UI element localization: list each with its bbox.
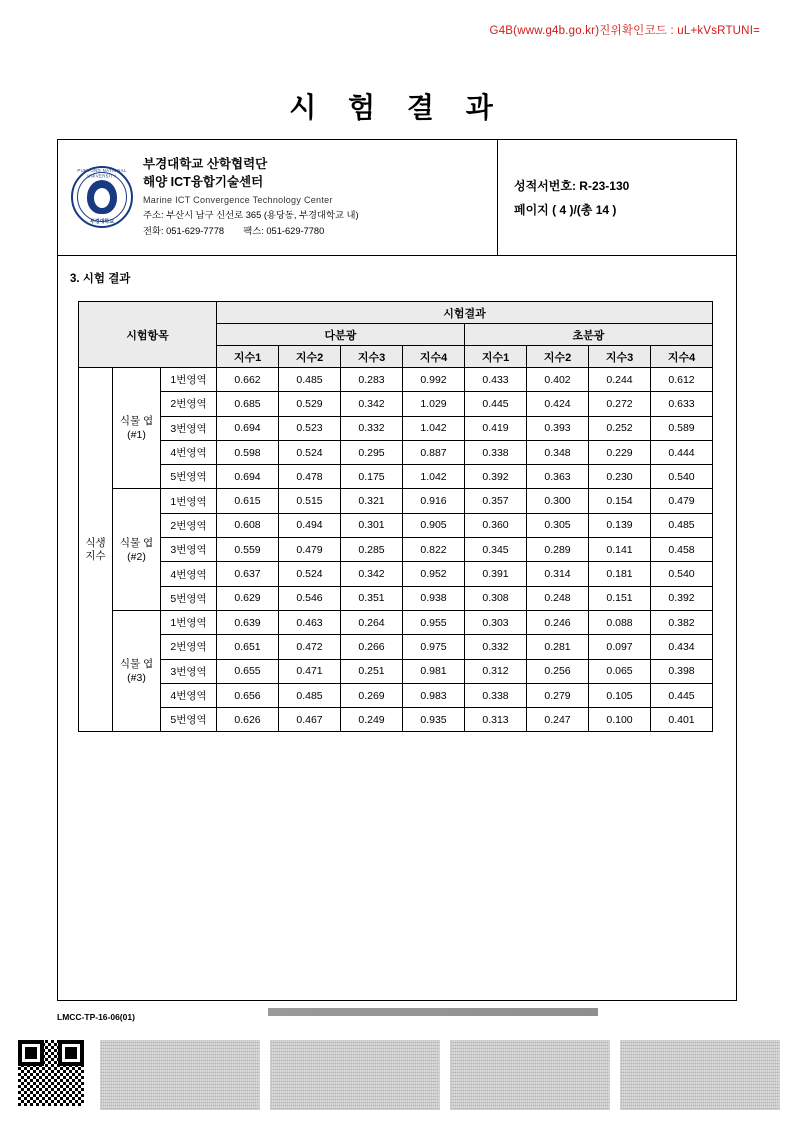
org-address: 주소: 부산시 남구 신선로 365 (용당동, 부경대학교 내) [143,210,359,221]
value-cell: 0.283 [341,368,403,392]
value-cell: 0.983 [403,683,465,707]
footer-pattern-4 [620,1040,780,1110]
value-cell: 0.981 [403,659,465,683]
value-cell: 0.546 [279,586,341,610]
value-cell: 0.154 [589,489,651,513]
qr-code [18,1040,84,1106]
footer-pattern-3 [450,1040,610,1110]
university-logo-icon [71,166,133,228]
value-cell: 0.392 [465,465,527,489]
value-cell: 0.485 [279,368,341,392]
table-row [79,465,713,489]
value-cell: 0.393 [527,416,589,440]
fax-label: 팩스: [243,225,264,236]
value-cell: 0.952 [403,562,465,586]
value-cell: 0.312 [465,659,527,683]
value-cell: 0.342 [341,562,403,586]
value-cell: 0.308 [465,586,527,610]
value-cell: 0.229 [589,440,651,464]
value-cell: 0.434 [651,635,713,659]
org-name-line1: 부경대학교 산학협력단 [143,157,268,172]
value-cell: 0.637 [217,562,279,586]
report-header [57,139,737,256]
value-cell: 0.345 [465,538,527,562]
value-cell: 0.589 [651,416,713,440]
plant-label: 식물 엽 (#2) [113,489,161,610]
footer-pattern-2 [270,1040,440,1110]
table-row [79,538,713,562]
value-cell: 0.523 [279,416,341,440]
table-row [79,489,713,513]
value-cell: 0.629 [217,586,279,610]
value-cell: 0.656 [217,683,279,707]
value-cell: 0.975 [403,635,465,659]
value-cell: 0.251 [341,659,403,683]
value-cell: 0.524 [279,440,341,464]
phone-value: 051-629-7778 [166,225,225,236]
form-code: LMCC-TP-16-06(01) [57,1012,135,1022]
value-cell: 0.247 [527,708,589,732]
value-cell: 0.272 [589,392,651,416]
header-item: 시험항목 [79,302,217,368]
region-label: 1번영역 [161,489,217,513]
header-index-3: 지수3 [341,346,403,368]
value-cell: 0.559 [217,538,279,562]
value-cell: 0.540 [651,562,713,586]
plant-label: 식물 엽 (#1) [113,368,161,489]
region-label: 1번영역 [161,610,217,634]
value-cell: 0.651 [217,635,279,659]
value-cell: 0.256 [527,659,589,683]
footer-gray-bar [268,1008,598,1016]
region-label: 4번영역 [161,683,217,707]
region-label: 3번영역 [161,538,217,562]
value-cell: 0.230 [589,465,651,489]
value-cell: 0.655 [217,659,279,683]
value-cell: 0.822 [403,538,465,562]
value-cell: 0.992 [403,368,465,392]
value-cell: 0.639 [217,610,279,634]
value-cell: 0.955 [403,610,465,634]
value-cell: 0.249 [341,708,403,732]
section-heading: 3. 시험 결과 [70,273,131,285]
value-cell: 0.424 [527,392,589,416]
table-row [79,659,713,683]
table-row [79,610,713,634]
value-cell: 1.042 [403,465,465,489]
value-cell: 0.608 [217,513,279,537]
value-cell: 0.887 [403,440,465,464]
table-row [79,586,713,610]
value-cell: 0.301 [341,513,403,537]
value-cell: 0.151 [589,586,651,610]
value-cell: 0.295 [341,440,403,464]
value-cell: 0.338 [465,683,527,707]
value-cell: 0.905 [403,513,465,537]
header-group-multispectral: 다분광 [217,324,465,346]
value-cell: 0.139 [589,513,651,537]
value-cell: 0.401 [651,708,713,732]
value-cell: 0.105 [589,683,651,707]
region-label: 1번영역 [161,368,217,392]
value-cell: 0.479 [651,489,713,513]
value-cell: 0.615 [217,489,279,513]
value-cell: 0.269 [341,683,403,707]
value-cell: 0.313 [465,708,527,732]
value-cell: 0.445 [465,392,527,416]
page-number: 페이지 ( 4 )/(총 14 ) [514,202,617,217]
value-cell: 0.360 [465,513,527,537]
header-index-8: 지수4 [651,346,713,368]
issuer-info [57,139,497,255]
region-label: 2번영역 [161,392,217,416]
value-cell: 0.633 [651,392,713,416]
value-cell: 0.065 [589,659,651,683]
table-row [79,416,713,440]
value-cell: 0.529 [279,392,341,416]
table-row [79,683,713,707]
value-cell: 0.100 [589,708,651,732]
value-cell: 0.088 [589,610,651,634]
header-index-1: 지수1 [217,346,279,368]
value-cell: 0.478 [279,465,341,489]
value-cell: 0.289 [527,538,589,562]
value-cell: 0.485 [651,513,713,537]
value-cell: 0.314 [527,562,589,586]
value-cell: 0.694 [217,416,279,440]
value-cell: 0.626 [217,708,279,732]
value-cell: 0.321 [341,489,403,513]
logo-arc-bottom-text: 부경대학교 [89,219,115,225]
value-cell: 0.402 [527,368,589,392]
logo-arc-top-text: PUKYONG NATIONAL UNIVERSITY [77,167,127,179]
value-cell: 0.305 [527,513,589,537]
value-cell: 1.029 [403,392,465,416]
table-head-row-1 [79,302,713,324]
value-cell: 0.351 [341,586,403,610]
value-cell: 0.445 [651,683,713,707]
fax-value: 051-629-7780 [266,225,325,236]
value-cell: 0.281 [527,635,589,659]
value-cell: 0.463 [279,610,341,634]
value-cell: 0.097 [589,635,651,659]
header-index-7: 지수3 [589,346,651,368]
table-row [79,513,713,537]
value-cell: 0.181 [589,562,651,586]
results-table [78,301,713,732]
value-cell: 0.479 [279,538,341,562]
row-group-label: 식생 지수 [79,368,113,732]
table-row [79,440,713,464]
value-cell: 0.916 [403,489,465,513]
value-cell: 0.332 [341,416,403,440]
value-cell: 1.042 [403,416,465,440]
report-meta [497,139,737,255]
region-label: 3번영역 [161,416,217,440]
value-cell: 0.694 [217,465,279,489]
value-cell: 0.685 [217,392,279,416]
org-name-line2: 해양 ICT융합기술센터 [143,174,264,189]
value-cell: 0.419 [465,416,527,440]
header-index-6: 지수2 [527,346,589,368]
value-cell: 0.285 [341,538,403,562]
verification-code: G4B(www.g4b.go.kr)진위확인코드 : uL+kVsRTUNI= [489,25,760,37]
value-cell: 0.332 [465,635,527,659]
value-cell: 0.252 [589,416,651,440]
value-cell: 0.342 [341,392,403,416]
header-index-5: 지수1 [465,346,527,368]
value-cell: 0.338 [465,440,527,464]
value-cell: 0.357 [465,489,527,513]
value-cell: 0.938 [403,586,465,610]
header-index-4: 지수4 [403,346,465,368]
value-cell: 0.279 [527,683,589,707]
header-group-hyperspectral: 초분광 [465,324,713,346]
value-cell: 0.398 [651,659,713,683]
value-cell: 0.264 [341,610,403,634]
value-cell: 0.175 [341,465,403,489]
value-cell: 0.433 [465,368,527,392]
region-label: 3번영역 [161,659,217,683]
plant-label: 식물 엽 (#3) [113,610,161,731]
table-row [79,562,713,586]
table-row [79,368,713,392]
value-cell: 0.382 [651,610,713,634]
table-row [79,392,713,416]
value-cell: 0.141 [589,538,651,562]
value-cell: 0.300 [527,489,589,513]
value-cell: 0.248 [527,586,589,610]
region-label: 5번영역 [161,465,217,489]
region-label: 2번영역 [161,513,217,537]
value-cell: 0.444 [651,440,713,464]
value-cell: 0.244 [589,368,651,392]
header-result: 시험결과 [217,302,713,324]
value-cell: 0.467 [279,708,341,732]
value-cell: 0.471 [279,659,341,683]
value-cell: 0.598 [217,440,279,464]
value-cell: 0.935 [403,708,465,732]
value-cell: 0.515 [279,489,341,513]
org-name-english: Marine ICT Convergence Technology Center [143,194,333,205]
value-cell: 0.485 [279,683,341,707]
value-cell: 0.612 [651,368,713,392]
value-cell: 0.540 [651,465,713,489]
page-title: 시 험 결 과 [289,92,505,123]
footer-pattern-1 [100,1040,260,1110]
value-cell: 0.662 [217,368,279,392]
value-cell: 0.348 [527,440,589,464]
region-label: 5번영역 [161,586,217,610]
region-label: 2번영역 [161,635,217,659]
results-table-body [79,368,713,732]
header-index-2: 지수2 [279,346,341,368]
phone-label: 전화: [143,225,164,236]
region-label: 4번영역 [161,562,217,586]
value-cell: 0.392 [651,586,713,610]
value-cell: 0.524 [279,562,341,586]
report-number: 성적서번호: R-23-130 [514,178,630,193]
value-cell: 0.246 [527,610,589,634]
value-cell: 0.472 [279,635,341,659]
table-row [79,708,713,732]
region-label: 5번영역 [161,708,217,732]
value-cell: 0.391 [465,562,527,586]
value-cell: 0.266 [341,635,403,659]
table-row [79,635,713,659]
value-cell: 0.458 [651,538,713,562]
value-cell: 0.363 [527,465,589,489]
region-label: 4번영역 [161,440,217,464]
value-cell: 0.494 [279,513,341,537]
value-cell: 0.303 [465,610,527,634]
